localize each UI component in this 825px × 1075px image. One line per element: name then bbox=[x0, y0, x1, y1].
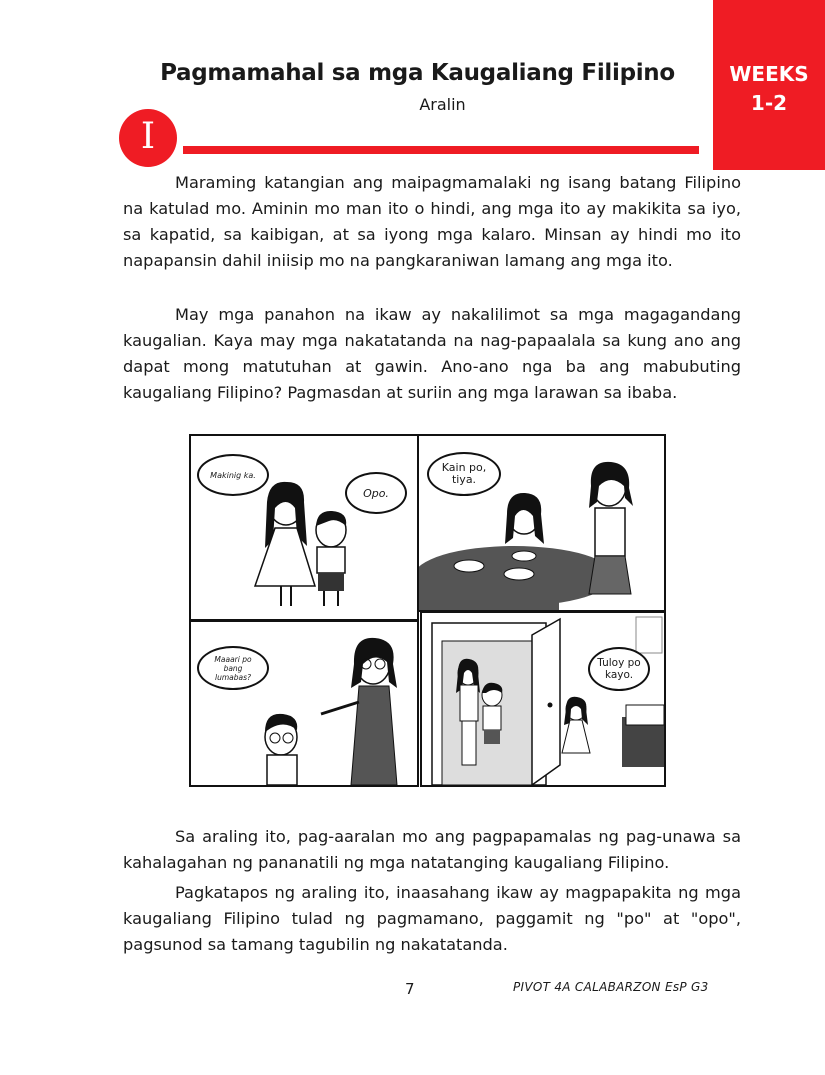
intro-paragraph-2: May mga panahon na ikaw ay nakalilimot sa mga magagandang kaugalian. Kaya may mga nakatatanda na nag-papaalala sa kung ano ang dapat mong matutuhan at gawin. Ano-ano nga ba ang mabubuting kaugaliang Filipino? Pagmasdan at suriin ang mga larawan sa ibaba. bbox=[123, 305, 741, 402]
closing-paragraph-1: Sa araling ito, pag-aaralan mo ang pagpapamalas ng pag-unawa sa kahalagahan ng pananatili ng mga natatanging kaugaliang Filipino. bbox=[123, 827, 741, 872]
speech-bubble-maaari: Maaari po bang lumabas? bbox=[197, 646, 269, 690]
speech-bubble-kain-po: Kain po, tiya. bbox=[427, 452, 501, 496]
section-divider bbox=[183, 146, 699, 154]
closing-paragraph-2: Pagkatapos ng araling ito, inaasahang ikaw ay magpapakita ng mga kaugaliang Filipino tulad ng pagmamano, paggamit ng "po" at "opo", pagsunod sa tamang tagubilin ng nakatatanda. bbox=[123, 883, 741, 954]
footer-source: PIVOT 4A CALABARZON EsP G3 bbox=[513, 980, 709, 994]
speech-bubble-opo: Opo. bbox=[345, 472, 407, 514]
weeks-range: 1-2 bbox=[750, 91, 788, 115]
comic-panel-1 bbox=[189, 434, 419, 621]
page-title: Pagmamahal sa mga Kaugaliang Filipino bbox=[160, 60, 675, 86]
comic-panel-2 bbox=[417, 434, 666, 612]
page-number: 7 bbox=[405, 980, 415, 998]
intro-paragraph-1: Maraming katangian ang maipagmamalaki ng isang batang Filipino na katulad mo. Aminin mo man ito o hindi, ang mga ito ay makikita sa iyo, sa kapatid, sa kaibigan, at sa iyong mga kalaro. Minsan ay hindi mo ito napapansin dahil iniisip mo na pangkaraniwan lamang ang mga ito. bbox=[123, 173, 741, 270]
weeks-label: WEEKS bbox=[729, 62, 809, 86]
comic-panel-4 bbox=[420, 611, 666, 787]
speech-bubble-tuloy-po: Tuloy po kayo. bbox=[588, 647, 650, 691]
page-subtitle: Aralin bbox=[419, 95, 466, 114]
section-marker: I bbox=[119, 109, 177, 167]
speech-bubble-makinig: Makinig ka. bbox=[197, 454, 269, 496]
comic-panel-3 bbox=[189, 620, 419, 787]
panel-4-art bbox=[422, 613, 664, 785]
